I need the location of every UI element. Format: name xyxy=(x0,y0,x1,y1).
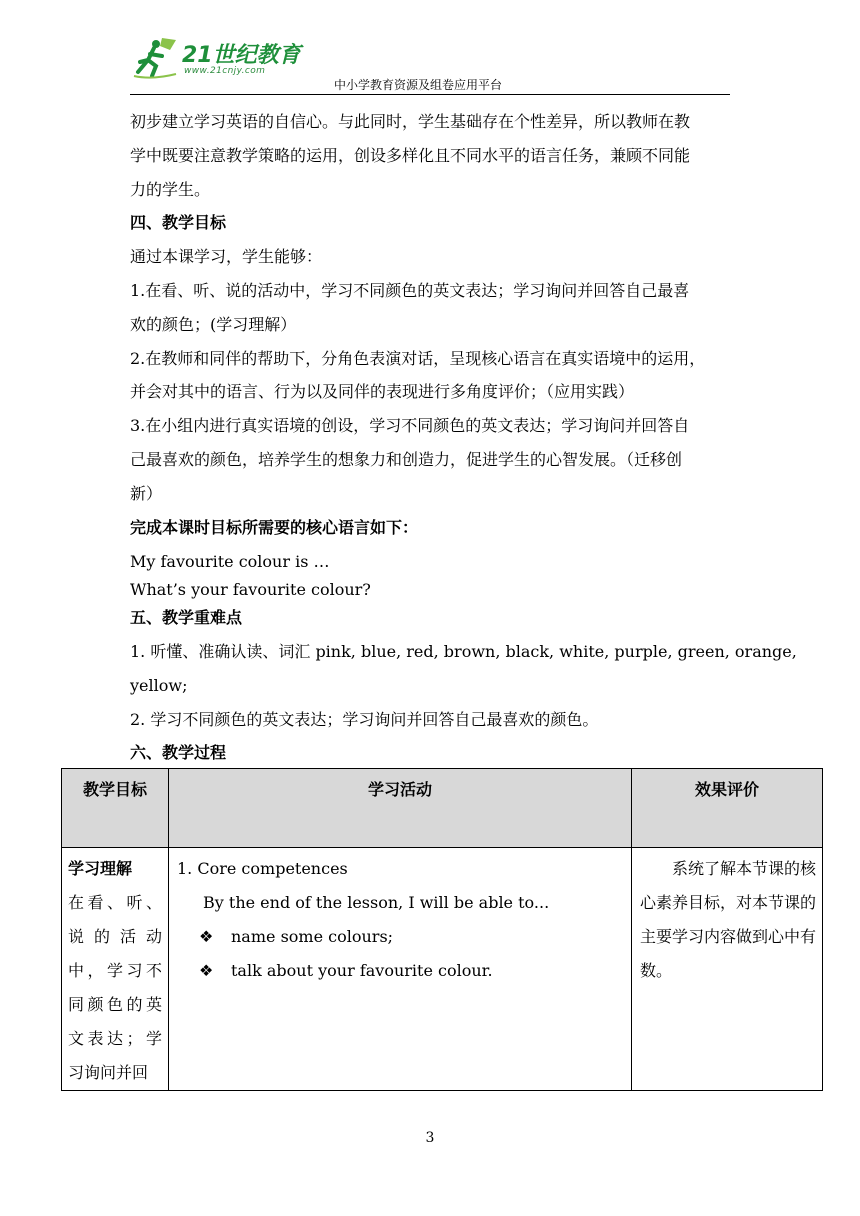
key-point-1-line-1: 1. 听懂、准确认读、词汇 pink, blue, red, brown, black, white, purple, green, orange, xyxy=(130,642,797,661)
activity-cell xyxy=(169,848,632,1091)
activity-lead: By the end of the lesson, I will be able to... xyxy=(203,893,550,912)
objective-3-line-1: 3.在小组内进行真实语境的创设，学习不同颜色的英文表达；学习询问并回答自 xyxy=(130,416,690,435)
intro-line-2: 学中既要注意教学策略的运用，创设多样化且不同水平的语言任务，兼顾不同能 xyxy=(130,146,691,165)
header-goal: 教学目标 xyxy=(62,769,169,848)
header-evaluation: 效果评价 xyxy=(632,769,823,848)
section-4-title: 四、教学目标 xyxy=(130,213,227,232)
goal-body: 在看、听、说的活动中，学习不同颜色的英文表达；学习询问并回 xyxy=(68,893,162,1082)
section-6-title: 六、教学过程 xyxy=(130,743,227,762)
table-row xyxy=(62,848,823,1091)
objective-1-line-2: 欢的颜色；(学习理解） xyxy=(130,315,297,334)
table-header-row xyxy=(62,769,823,848)
core-language-2: What’s your favourite colour? xyxy=(130,580,371,599)
header-divider xyxy=(130,94,730,95)
intro-line-1: 初步建立学习英语的自信心。与此同时，学生基础存在个性差异，所以教师在教 xyxy=(130,112,691,131)
objective-2-line-2: 并会对其中的语言、行为以及同伴的表现进行多角度评价；（应用实践） xyxy=(130,382,635,401)
objective-3-line-2: 己最喜欢的颜色，培养学生的想象力和创造力，促进学生的心智发展。（迁移创 xyxy=(130,450,683,469)
evaluation-text: 系统了解本节课的核心素养目标，对本节课的主要学习内容做到心中有数。 xyxy=(640,859,817,980)
core-language-title: 完成本课时目标所需要的核心语言如下： xyxy=(130,518,419,537)
intro-line-3: 力的学生。 xyxy=(130,180,211,199)
core-language-1: My favourite colour is … xyxy=(130,552,330,571)
diamond-bullet-icon: ❖ xyxy=(199,927,214,946)
evaluation-cell xyxy=(632,848,823,1091)
objective-3-line-3: 新） xyxy=(130,484,163,503)
header-caption: 中小学教育资源及组卷应用平台 xyxy=(334,78,503,92)
section-5-title: 五、教学重难点 xyxy=(130,608,243,627)
goal-cell xyxy=(62,848,169,1091)
goal-title: 学习理解 xyxy=(68,859,133,878)
diamond-bullet-icon: ❖ xyxy=(199,961,214,980)
logo-url: www.21cnjy.com xyxy=(184,66,266,76)
objective-1-line-1: 1.在看、听、说的活动中，学习不同颜色的英文表达；学习询问并回答自己最喜 xyxy=(130,281,690,300)
section-4-lead: 通过本课学习，学生能够： xyxy=(130,247,323,266)
header-activity: 学习活动 xyxy=(169,769,632,848)
objective-2-line-1: 2.在教师和同伴的帮助下，分角色表演对话，呈现核心语言在真实语境中的运用， xyxy=(130,349,706,368)
site-logo xyxy=(132,34,302,82)
teaching-process-table xyxy=(61,768,823,1091)
page-number: 3 xyxy=(425,1130,435,1146)
key-point-2: 2. 学习不同颜色的英文表达；学习询问并回答自己最喜欢的颜色。 xyxy=(130,710,599,729)
key-point-1-line-2: yellow; xyxy=(130,676,188,695)
logo-text: 21世纪教育 xyxy=(182,43,301,68)
activity-title: 1. Core competences xyxy=(177,859,348,878)
list-item: ❖ talk about your favourite colour. xyxy=(177,954,623,988)
list-item: ❖ name some colours; xyxy=(177,920,623,954)
runner-logo-icon xyxy=(132,36,180,80)
